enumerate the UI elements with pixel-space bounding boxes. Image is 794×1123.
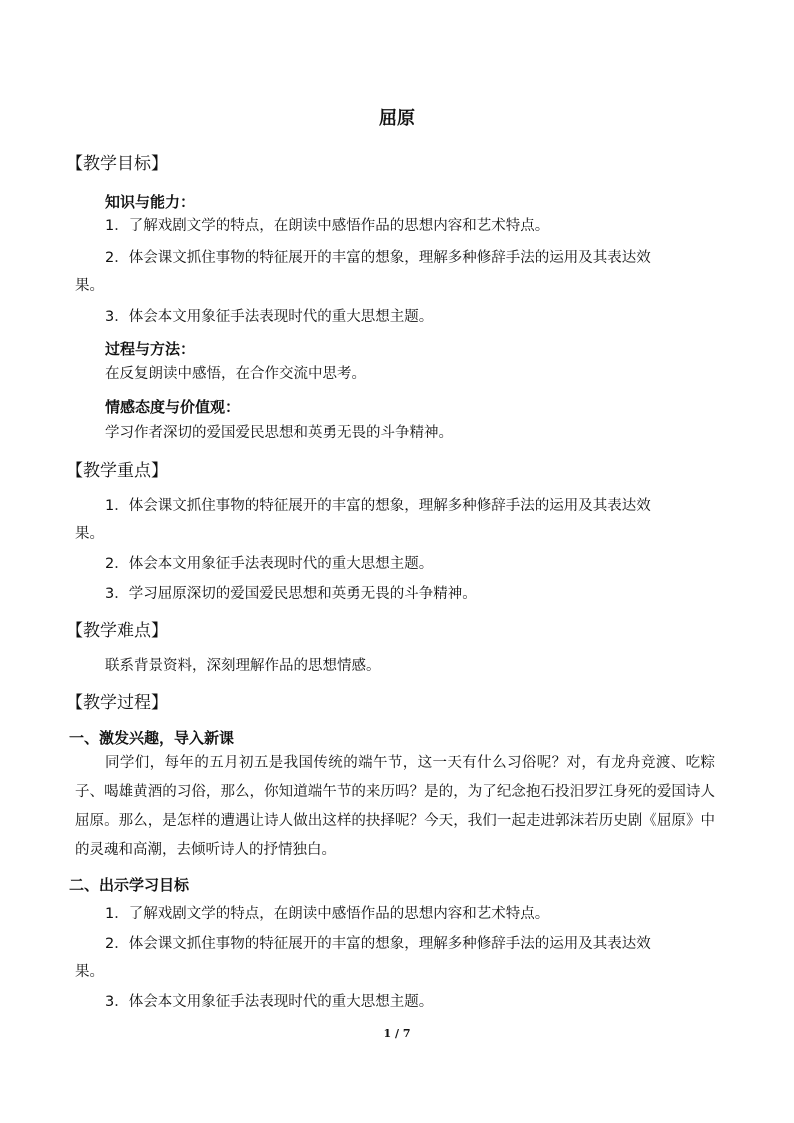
- process-label: 过程与方法：: [105, 340, 196, 358]
- heading-difficulties: 【教学难点】: [66, 621, 168, 641]
- section-2-line-1: 1．了解戏剧文学的特点，在朗读中感悟作品的思想内容和艺术特点。: [105, 906, 550, 922]
- emotion-text: 学习作者深切的爱国爱民思想和英勇无畏的斗争精神。: [105, 425, 453, 441]
- section-1-paragraph: 同学们，每年的五月初五是我国传统的端午节，这一天有什么习俗呢？对，有龙舟竞渡、吃粽子、喝雄黄酒的习俗，那么，你知道端午节的来历吗？是的，为了纪念抱石投汨罗江身死的爱国诗人屈原。那么，是怎样的遭遇让诗人做出这样的抉择呢？今天，我们一起走进郭沫若历史剧《屈原》中的灵魂和高潮，去倾听诗人的抒情独白。: [75, 755, 715, 858]
- heading-objectives: 【教学目标】: [66, 154, 168, 174]
- emotion-label: 情感态度与价值观：: [105, 398, 241, 416]
- heading-key-points: 【教学重点】: [66, 461, 168, 481]
- knowledge-label: 知识与能力：: [105, 193, 196, 211]
- key-point-1: 1．体会课文抓住事物的特征展开的丰富的想象，理解多种修辞手法的运用及其表达效: [105, 498, 651, 514]
- objective-line-1: 1．了解戏剧文学的特点，在朗读中感悟作品的思想内容和艺术特点。: [105, 218, 550, 234]
- process-text: 在反复朗读中感悟，在合作交流中思考。: [105, 366, 366, 382]
- difficulty-text: 联系背景资料，深刻理解作品的思想情感。: [105, 658, 381, 674]
- page-number: 1 / 7: [383, 1027, 411, 1040]
- document-title: 屈原: [379, 108, 415, 129]
- objective-line-2-cont: 果。: [75, 278, 104, 294]
- objective-line-2: 2．体会课文抓住事物的特征展开的丰富的想象，理解多种修辞手法的运用及其表达效: [105, 250, 651, 266]
- key-point-3: 3．学习屈原深切的爱国爱民思想和英勇无畏的斗争精神。: [105, 586, 477, 602]
- key-point-2: 2．体会本文用象征手法表现时代的重大思想主题。: [105, 556, 434, 572]
- heading-process: 【教学过程】: [66, 693, 168, 713]
- key-point-1-cont: 果。: [75, 526, 104, 542]
- section-1-title: 一、激发兴趣，导入新课: [69, 729, 235, 747]
- section-2-line-2-cont: 果。: [75, 964, 104, 980]
- objective-line-3: 3．体会本文用象征手法表现时代的重大思想主题。: [105, 309, 434, 325]
- section-2-line-2: 2．体会课文抓住事物的特征展开的丰富的想象，理解多种修辞手法的运用及其表达效: [105, 936, 651, 952]
- section-2-title: 二、出示学习目标: [69, 876, 190, 894]
- section-2-line-3: 3．体会本文用象征手法表现时代的重大思想主题。: [105, 994, 434, 1010]
